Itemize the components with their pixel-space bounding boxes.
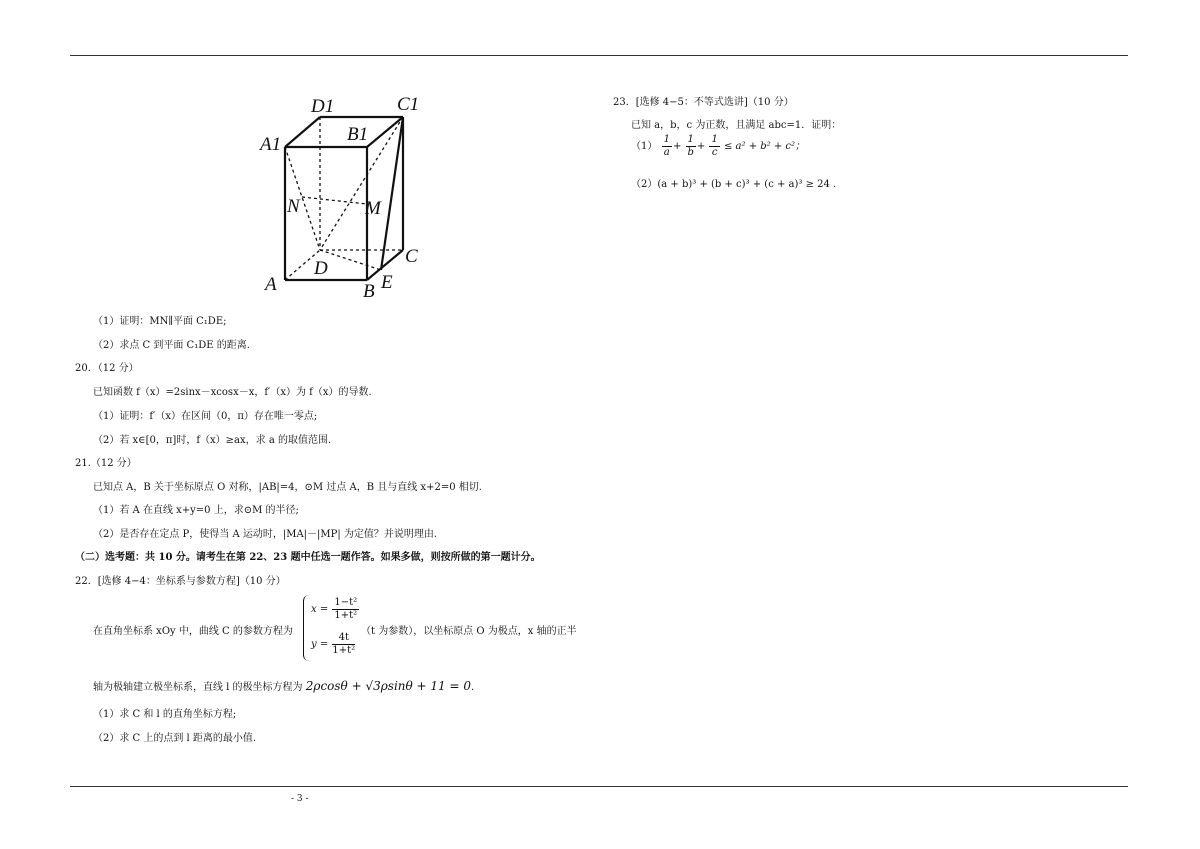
- q22-sys-x-frac: [332, 597, 359, 622]
- q22-stem-c-line: 轴为极轴建立极坐标系，直线 l 的极坐标方程为 2ρcosθ + √3ρsinθ + 11 = 0.: [93, 679, 475, 693]
- label-a: A: [265, 274, 277, 295]
- q19-part2: （2）求点 C 到平面 C₁DE 的距离.: [93, 340, 250, 351]
- q22-stem-a: 在直角坐标系 xOy 中，曲线 C 的参数方程为: [93, 626, 293, 637]
- q22-sys-y-den: 1+t²: [332, 645, 356, 656]
- q23-stem: 已知 a，b，c 为正数，且满足 abc=1．证明：: [631, 120, 842, 131]
- q22-sys-y-lhs: y =: [311, 639, 329, 650]
- q22-part1: （1）求 C 和 l 的直角坐标方程;: [93, 709, 237, 720]
- q22-sys-x-num: 1−t²: [334, 597, 358, 608]
- q23-part1: （1） $\frac{1}{a}$ + $\frac{1}{b}$ + $\frac{1}{c}$ ≤ a² + b² + c²；: [631, 134, 806, 158]
- label-n: N: [287, 196, 300, 217]
- label-d1: D1: [311, 96, 335, 117]
- q22-system-x: [311, 597, 360, 622]
- q20-part1: （1）证明：f′（x）在区间（0，π）存在唯一零点;: [93, 411, 318, 422]
- page-number: - 3 -: [291, 794, 309, 804]
- q23-frac-a: $\frac{1}{a}$: [663, 134, 670, 158]
- q22-sys-x-lhs: x =: [311, 604, 329, 615]
- label-b: B: [363, 281, 375, 302]
- label-b1: B1: [347, 124, 369, 145]
- q20-part2: （2）若 x∈[0，π]时，f（x）≥ax，求 a 的取值范围.: [93, 435, 332, 446]
- label-a1: A1: [260, 134, 282, 155]
- q22-sys-x-den: 1+t²: [334, 610, 358, 621]
- q19-part1: （1）证明：MN∥平面 C₁DE;: [93, 316, 227, 327]
- label-d: D: [314, 258, 328, 279]
- q23-frac-c: $\frac{1}{c}$: [711, 134, 718, 158]
- label-e: E: [381, 272, 393, 293]
- label-c: C: [405, 246, 418, 267]
- q22-polar-eq: 2ρcosθ + √3ρsinθ + 11 = 0: [305, 679, 472, 693]
- q23-heading: 23．[选修 4−5：不等式选讲]（10 分）: [613, 97, 794, 108]
- prism-figure: [255, 92, 435, 302]
- q22-sys-y-frac: [332, 632, 355, 657]
- q22-heading: 22．[选修 4−4：坐标系与参数方程]（10 分）: [75, 576, 286, 587]
- q23-part2: （2）(a + b)³ + (b + c)³ + (c + a)³ ≥ 24 .: [631, 179, 837, 190]
- q21-part2: （2）是否存在定点 P，使得当 A 运动时，|MA|－|MP| 为定值？并说明理由.: [93, 529, 438, 540]
- q20-stem: 已知函数 f（x）=2sinx－xcosx－x，f′（x）为 f（x）的导数.: [93, 387, 372, 398]
- q22-system-y: [311, 632, 356, 657]
- q22-part2: （2）求 C 上的点到 l 距离的最小值.: [93, 733, 257, 744]
- q21-stem: 已知点 A，B 关于坐标原点 O 对称，|AB|=4，⊙M 过点 A，B 且与直线 x+2=0 相切.: [93, 482, 482, 493]
- q21-part1: （1）若 A 在直线 x+y=0 上，求⊙M 的半径;: [93, 505, 299, 516]
- label-c1: C1: [397, 94, 420, 115]
- top-rule: [70, 55, 1128, 56]
- q22-stem-b: （t 为参数），以坐标原点 O 为极点，x 轴的正半: [361, 626, 577, 637]
- q21-heading: 21.（12 分）: [75, 458, 137, 469]
- q22-sys-y-num: 4t: [332, 632, 355, 645]
- bottom-rule: [70, 786, 1128, 787]
- q22-stem-c: 轴为极轴建立极坐标系，直线 l 的极坐标方程为: [93, 682, 303, 693]
- q20-heading: 20．（12 分）: [75, 363, 139, 374]
- elective-note: （二）选考题：共 10 分。请考生在第 22、23 题中任选一题作答。如果多做，则按所做的第一题计分。: [75, 552, 541, 563]
- q23-part1-label: （1）: [631, 141, 658, 152]
- label-m: M: [365, 198, 381, 219]
- q23-part1-rhs: ≤ a² + b² + c²；: [724, 141, 806, 152]
- q23-frac-b: $\frac{1}{b}$: [687, 134, 694, 158]
